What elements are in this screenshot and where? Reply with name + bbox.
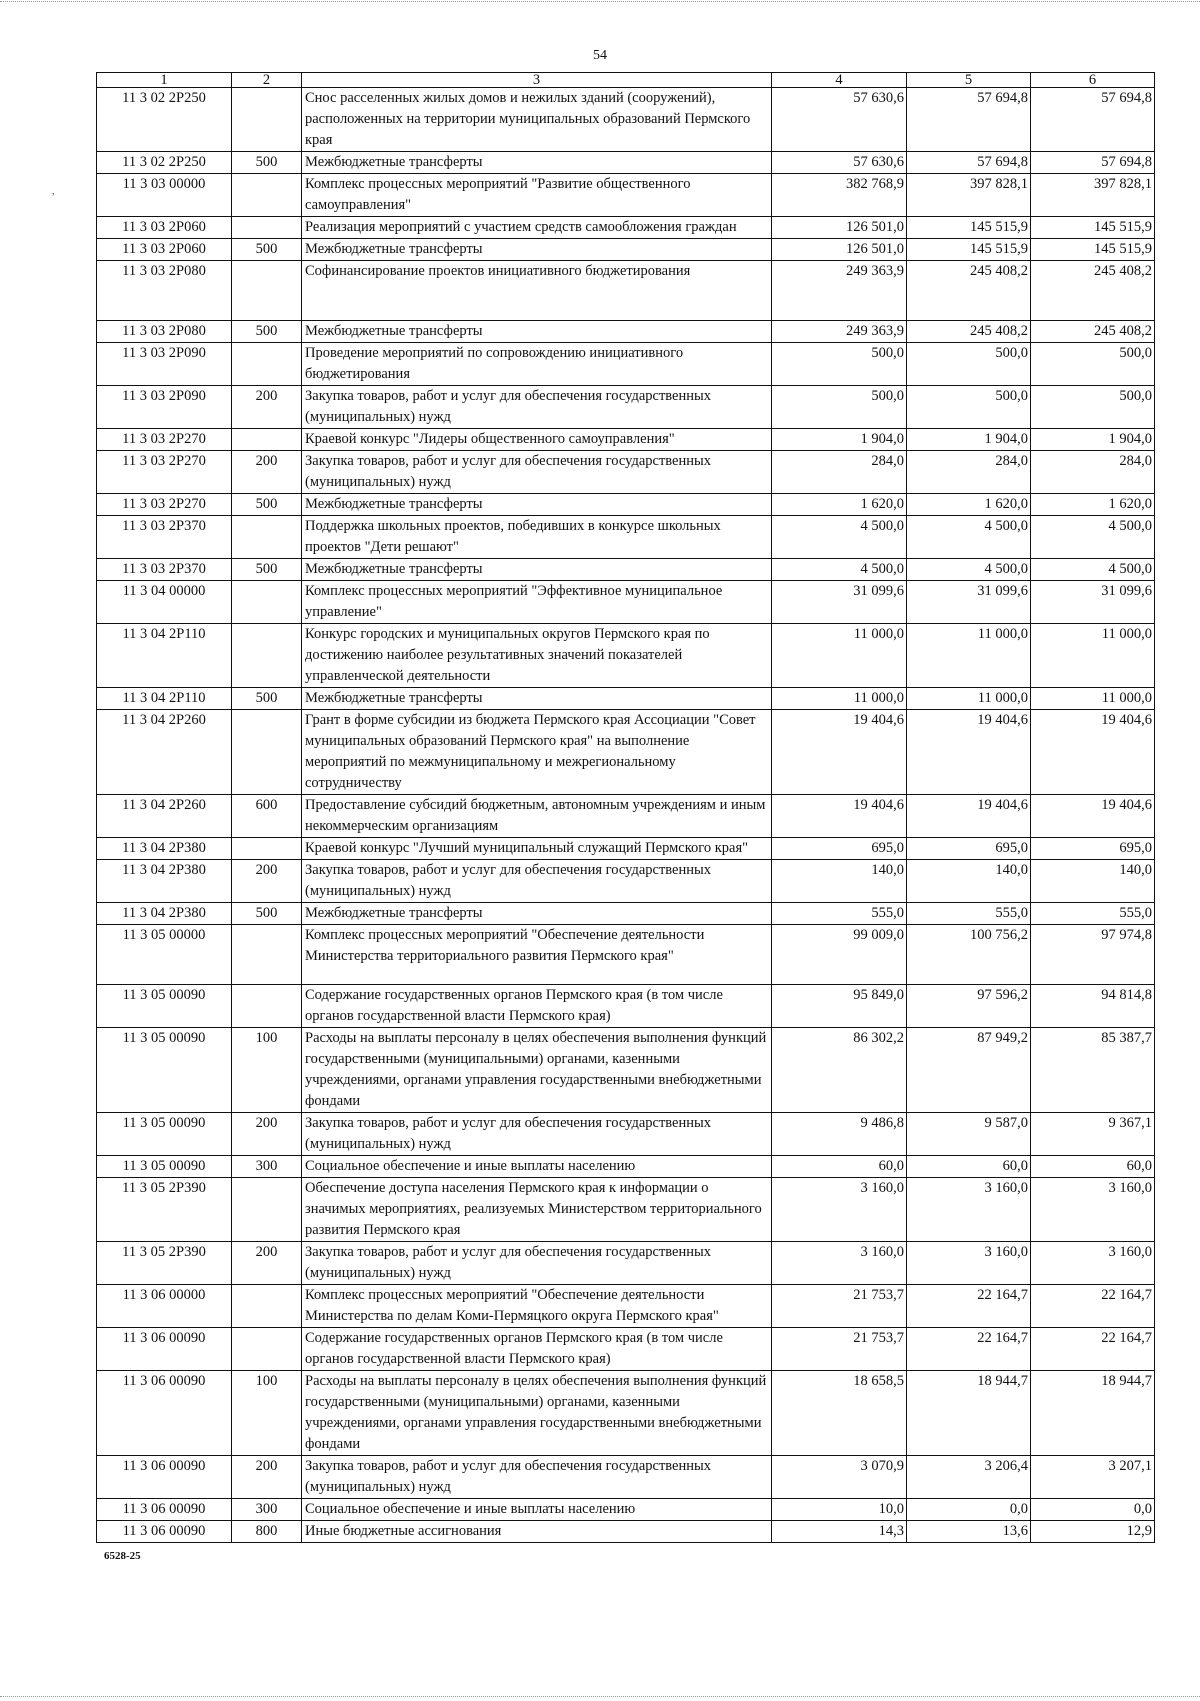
cell-expense-type: 500 [232, 903, 302, 925]
cell-name: Проведение мероприятий по сопровождению инициативного бюджетирования [302, 343, 772, 386]
cell-expense-type [232, 710, 302, 795]
cell-amount-col6: 1 904,0 [1031, 429, 1155, 451]
cell-amount-col5: 3 206,4 [907, 1456, 1031, 1499]
cell-code: 11 3 03 2P370 [97, 559, 232, 581]
cell-name: Закупка товаров, работ и услуг для обеспечения государственных (муниципальных) нужд [302, 1113, 772, 1156]
cell-amount-col6: 245 408,2 [1031, 321, 1155, 343]
cell-name: Межбюджетные трансферты [302, 152, 772, 174]
cell-amount-col5: 11 000,0 [907, 624, 1031, 688]
cell-code: 11 3 06 00090 [97, 1521, 232, 1543]
cell-amount-col6: 0,0 [1031, 1499, 1155, 1521]
header-cell-1: 1 [97, 73, 232, 88]
cell-amount-col6: 555,0 [1031, 903, 1155, 925]
cell-expense-type [232, 624, 302, 688]
cell-amount-col5: 245 408,2 [907, 261, 1031, 321]
cell-amount-col4: 95 849,0 [772, 985, 907, 1028]
table-row [97, 688, 1155, 710]
table-row [97, 903, 1155, 925]
header-cell-4: 4 [772, 73, 907, 88]
cell-amount-col4: 500,0 [772, 343, 907, 386]
cell-amount-col6: 3 160,0 [1031, 1242, 1155, 1285]
cell-amount-col5: 500,0 [907, 343, 1031, 386]
cell-amount-col4: 500,0 [772, 386, 907, 429]
cell-name: Конкурс городских и муниципальных округов Пермского края по достижению наиболее результативных значений показателей управленческой деятельности [302, 624, 772, 688]
cell-amount-col6: 60,0 [1031, 1156, 1155, 1178]
cell-amount-col6: 11 000,0 [1031, 624, 1155, 688]
top-scan-edge [0, 1, 1200, 2]
cell-name: Закупка товаров, работ и услуг для обеспечения государственных (муниципальных) нужд [302, 1242, 772, 1285]
cell-amount-col6: 4 500,0 [1031, 559, 1155, 581]
cell-code: 11 3 06 00090 [97, 1328, 232, 1371]
cell-expense-type [232, 217, 302, 239]
cell-code: 11 3 03 2P080 [97, 321, 232, 343]
cell-expense-type [232, 838, 302, 860]
cell-amount-col4: 249 363,9 [772, 261, 907, 321]
cell-expense-type [232, 581, 302, 624]
cell-expense-type: 200 [232, 1456, 302, 1499]
cell-code: 11 3 03 2P060 [97, 239, 232, 261]
cell-amount-col5: 11 000,0 [907, 688, 1031, 710]
table-row [97, 261, 1155, 321]
cell-code: 11 3 02 2P250 [97, 152, 232, 174]
cell-expense-type: 100 [232, 1371, 302, 1456]
cell-amount-col4: 11 000,0 [772, 624, 907, 688]
table-row [97, 925, 1155, 985]
cell-amount-col4: 3 160,0 [772, 1178, 907, 1242]
cell-amount-col5: 140,0 [907, 860, 1031, 903]
table-row [97, 152, 1155, 174]
table-row [97, 1285, 1155, 1328]
cell-name: Содержание государственных органов Пермского края (в том числе органов государственной власти Пермского края) [302, 1328, 772, 1371]
cell-amount-col4: 18 658,5 [772, 1371, 907, 1456]
table-row [97, 581, 1155, 624]
cell-name: Снос расселенных жилых домов и нежилых зданий (сооружений), расположенных на территории муниципальных образований Пермского края [302, 88, 772, 152]
cell-amount-col4: 140,0 [772, 860, 907, 903]
cell-amount-col6: 245 408,2 [1031, 261, 1155, 321]
cell-expense-type [232, 1285, 302, 1328]
cell-amount-col6: 3 207,1 [1031, 1456, 1155, 1499]
table-row [97, 838, 1155, 860]
cell-code: 11 3 04 2P260 [97, 710, 232, 795]
table-row [97, 494, 1155, 516]
cell-amount-col4: 57 630,6 [772, 152, 907, 174]
table-row [97, 1113, 1155, 1156]
page-number: 54 [593, 48, 607, 63]
cell-name: Закупка товаров, работ и услуг для обеспечения государственных (муниципальных) нужд [302, 451, 772, 494]
cell-amount-col4: 3 070,9 [772, 1456, 907, 1499]
cell-expense-type [232, 261, 302, 321]
cell-amount-col5: 555,0 [907, 903, 1031, 925]
cell-expense-type [232, 985, 302, 1028]
cell-code: 11 3 04 2P110 [97, 688, 232, 710]
cell-expense-type: 800 [232, 1521, 302, 1543]
cell-amount-col4: 21 753,7 [772, 1328, 907, 1371]
cell-amount-col4: 382 768,9 [772, 174, 907, 217]
cell-name: Комплекс процессных мероприятий "Обеспечение деятельности Министерства территориального развития Пермского края" [302, 925, 772, 985]
cell-expense-type: 300 [232, 1156, 302, 1178]
cell-code: 11 3 05 00090 [97, 985, 232, 1028]
cell-amount-col4: 249 363,9 [772, 321, 907, 343]
cell-code: 11 3 06 00090 [97, 1456, 232, 1499]
header-cell-6: 6 [1031, 73, 1155, 88]
table-row [97, 321, 1155, 343]
cell-amount-col5: 22 164,7 [907, 1328, 1031, 1371]
cell-name: Комплекс процессных мероприятий "Развитие общественного самоуправления" [302, 174, 772, 217]
cell-amount-col4: 57 630,6 [772, 88, 907, 152]
cell-amount-col4: 4 500,0 [772, 559, 907, 581]
cell-amount-col6: 145 515,9 [1031, 239, 1155, 261]
cell-expense-type: 500 [232, 559, 302, 581]
cell-amount-col5: 4 500,0 [907, 516, 1031, 559]
cell-amount-col4: 19 404,6 [772, 795, 907, 838]
cell-amount-col4: 21 753,7 [772, 1285, 907, 1328]
table-row [97, 343, 1155, 386]
cell-name: Реализация мероприятий с участием средств самообложения граждан [302, 217, 772, 239]
header-cell-3: 3 [302, 73, 772, 88]
cell-name: Межбюджетные трансферты [302, 494, 772, 516]
cell-amount-col6: 19 404,6 [1031, 795, 1155, 838]
cell-amount-col6: 19 404,6 [1031, 710, 1155, 795]
table-row [97, 1521, 1155, 1543]
cell-name: Содержание государственных органов Пермского края (в том числе органов государственной власти Пермского края) [302, 985, 772, 1028]
cell-amount-col5: 4 500,0 [907, 559, 1031, 581]
cell-amount-col6: 9 367,1 [1031, 1113, 1155, 1156]
budget-table-container [96, 72, 1154, 1543]
cell-name: Закупка товаров, работ и услуг для обеспечения государственных (муниципальных) нужд [302, 386, 772, 429]
cell-amount-col5: 87 949,2 [907, 1028, 1031, 1113]
cell-expense-type: 200 [232, 386, 302, 429]
cell-amount-col4: 11 000,0 [772, 688, 907, 710]
cell-expense-type: 200 [232, 1113, 302, 1156]
table-row [97, 1456, 1155, 1499]
cell-amount-col6: 11 000,0 [1031, 688, 1155, 710]
cell-name: Грант в форме субсидии из бюджета Пермского края Ассоциации "Совет муниципальных образований Пермского края" на выполнение мероприятий по межмуниципальному и межрегиональному сотрудничеству [302, 710, 772, 795]
cell-amount-col5: 13,6 [907, 1521, 1031, 1543]
cell-amount-col5: 145 515,9 [907, 217, 1031, 239]
table-row [97, 559, 1155, 581]
cell-amount-col6: 97 974,8 [1031, 925, 1155, 985]
budget-table [96, 72, 1155, 1543]
cell-amount-col4: 126 501,0 [772, 239, 907, 261]
cell-amount-col5: 145 515,9 [907, 239, 1031, 261]
cell-amount-col6: 145 515,9 [1031, 217, 1155, 239]
cell-amount-col4: 555,0 [772, 903, 907, 925]
cell-amount-col6: 3 160,0 [1031, 1178, 1155, 1242]
cell-name: Софинансирование проектов инициативного бюджетирования [302, 261, 772, 321]
cell-name: Комплекс процессных мероприятий "Эффективное муниципальное управление" [302, 581, 772, 624]
table-row [97, 386, 1155, 429]
cell-amount-col6: 1 620,0 [1031, 494, 1155, 516]
cell-name: Межбюджетные трансферты [302, 321, 772, 343]
cell-amount-col6: 284,0 [1031, 451, 1155, 494]
cell-amount-col4: 60,0 [772, 1156, 907, 1178]
header-cell-5: 5 [907, 73, 1031, 88]
cell-amount-col4: 126 501,0 [772, 217, 907, 239]
cell-expense-type [232, 516, 302, 559]
cell-amount-col6: 22 164,7 [1031, 1328, 1155, 1371]
cell-name: Социальное обеспечение и иные выплаты населению [302, 1499, 772, 1521]
cell-amount-col5: 57 694,8 [907, 88, 1031, 152]
cell-code: 11 3 03 00000 [97, 174, 232, 217]
cell-expense-type: 300 [232, 1499, 302, 1521]
cell-amount-col4: 9 486,8 [772, 1113, 907, 1156]
cell-amount-col6: 12,9 [1031, 1521, 1155, 1543]
table-row [97, 1499, 1155, 1521]
table-row [97, 1178, 1155, 1242]
cell-amount-col5: 19 404,6 [907, 710, 1031, 795]
table-row [97, 1328, 1155, 1371]
cell-name: Расходы на выплаты персоналу в целях обеспечения выполнения функций государственными (муниципальными) органами, казенными учреждениями, органами управления государственными внебюджетными фондами [302, 1371, 772, 1456]
table-row [97, 985, 1155, 1028]
cell-code: 11 3 03 2P270 [97, 494, 232, 516]
stray-mark: , [52, 186, 55, 197]
cell-code: 11 3 05 00000 [97, 925, 232, 985]
cell-amount-col6: 22 164,7 [1031, 1285, 1155, 1328]
cell-expense-type: 500 [232, 321, 302, 343]
cell-amount-col5: 284,0 [907, 451, 1031, 494]
table-row [97, 88, 1155, 152]
cell-code: 11 3 03 2P080 [97, 261, 232, 321]
cell-name: Закупка товаров, работ и услуг для обеспечения государственных (муниципальных) нужд [302, 1456, 772, 1499]
cell-name: Иные бюджетные ассигнования [302, 1521, 772, 1543]
cell-amount-col4: 1 904,0 [772, 429, 907, 451]
cell-amount-col5: 22 164,7 [907, 1285, 1031, 1328]
cell-name: Межбюджетные трансферты [302, 239, 772, 261]
table-row [97, 451, 1155, 494]
cell-code: 11 3 03 2P270 [97, 451, 232, 494]
cell-expense-type [232, 88, 302, 152]
cell-amount-col4: 99 009,0 [772, 925, 907, 985]
cell-amount-col4: 3 160,0 [772, 1242, 907, 1285]
table-row [97, 795, 1155, 838]
cell-amount-col4: 10,0 [772, 1499, 907, 1521]
cell-amount-col5: 31 099,6 [907, 581, 1031, 624]
cell-expense-type: 500 [232, 494, 302, 516]
cell-code: 11 3 06 00000 [97, 1285, 232, 1328]
cell-name: Социальное обеспечение и иные выплаты населению [302, 1156, 772, 1178]
cell-expense-type [232, 1178, 302, 1242]
cell-amount-col6: 94 814,8 [1031, 985, 1155, 1028]
cell-expense-type: 100 [232, 1028, 302, 1113]
cell-amount-col6: 140,0 [1031, 860, 1155, 903]
cell-name: Межбюджетные трансферты [302, 559, 772, 581]
cell-expense-type [232, 343, 302, 386]
cell-amount-col5: 9 587,0 [907, 1113, 1031, 1156]
cell-amount-col5: 245 408,2 [907, 321, 1031, 343]
table-row [97, 429, 1155, 451]
cell-amount-col6: 57 694,8 [1031, 152, 1155, 174]
cell-code: 11 3 04 2P110 [97, 624, 232, 688]
cell-code: 11 3 05 2P390 [97, 1242, 232, 1285]
cell-amount-col6: 4 500,0 [1031, 516, 1155, 559]
cell-code: 11 3 04 2P260 [97, 795, 232, 838]
cell-amount-col5: 3 160,0 [907, 1178, 1031, 1242]
cell-amount-col6: 85 387,7 [1031, 1028, 1155, 1113]
cell-expense-type [232, 925, 302, 985]
cell-amount-col4: 695,0 [772, 838, 907, 860]
bottom-scan-edge [0, 1696, 1200, 1697]
cell-amount-col6: 31 099,6 [1031, 581, 1155, 624]
cell-name: Краевой конкурс "Лучший муниципальный служащий Пермского края" [302, 838, 772, 860]
cell-expense-type [232, 1328, 302, 1371]
cell-expense-type: 200 [232, 860, 302, 903]
cell-name: Межбюджетные трансферты [302, 903, 772, 925]
cell-amount-col4: 284,0 [772, 451, 907, 494]
table-row [97, 516, 1155, 559]
table-row [97, 710, 1155, 795]
table-body [97, 88, 1155, 1543]
cell-expense-type: 200 [232, 451, 302, 494]
header-row [97, 73, 1155, 88]
cell-code: 11 3 04 2P380 [97, 903, 232, 925]
cell-amount-col5: 500,0 [907, 386, 1031, 429]
cell-amount-col4: 86 302,2 [772, 1028, 907, 1113]
cell-code: 11 3 03 2P090 [97, 386, 232, 429]
cell-expense-type: 500 [232, 688, 302, 710]
cell-name: Предоставление субсидий бюджетным, автономным учреждениям и иным некоммерческим организациям [302, 795, 772, 838]
cell-amount-col5: 695,0 [907, 838, 1031, 860]
cell-expense-type: 500 [232, 152, 302, 174]
cell-amount-col4: 19 404,6 [772, 710, 907, 795]
cell-name: Краевой конкурс "Лидеры общественного самоуправления" [302, 429, 772, 451]
cell-amount-col6: 18 944,7 [1031, 1371, 1155, 1456]
cell-amount-col5: 1 620,0 [907, 494, 1031, 516]
cell-amount-col5: 19 404,6 [907, 795, 1031, 838]
cell-code: 11 3 05 00090 [97, 1156, 232, 1178]
table-row [97, 217, 1155, 239]
table-row [97, 174, 1155, 217]
cell-amount-col6: 500,0 [1031, 386, 1155, 429]
cell-amount-col6: 500,0 [1031, 343, 1155, 386]
cell-name: Поддержка школьных проектов, победивших в конкурсе школьных проектов "Дети решают" [302, 516, 772, 559]
cell-code: 11 3 05 00090 [97, 1028, 232, 1113]
cell-name: Расходы на выплаты персоналу в целях обеспечения выполнения функций государственными (муниципальными) органами, казенными учреждениями, органами управления государственными внебюджетными фондами [302, 1028, 772, 1113]
cell-code: 11 3 02 2P250 [97, 88, 232, 152]
header-cell-2: 2 [232, 73, 302, 88]
cell-code: 11 3 04 2P380 [97, 838, 232, 860]
cell-amount-col5: 0,0 [907, 1499, 1031, 1521]
table-row [97, 1028, 1155, 1113]
cell-code: 11 3 03 2P370 [97, 516, 232, 559]
cell-code: 11 3 03 2P090 [97, 343, 232, 386]
cell-amount-col6: 397 828,1 [1031, 174, 1155, 217]
cell-name: Закупка товаров, работ и услуг для обеспечения государственных (муниципальных) нужд [302, 860, 772, 903]
cell-code: 11 3 03 2P060 [97, 217, 232, 239]
document-code: 6528-25 [104, 1550, 141, 1562]
table-row [97, 1156, 1155, 1178]
cell-amount-col5: 18 944,7 [907, 1371, 1031, 1456]
table-row [97, 239, 1155, 261]
cell-amount-col5: 3 160,0 [907, 1242, 1031, 1285]
cell-amount-col4: 4 500,0 [772, 516, 907, 559]
cell-amount-col6: 57 694,8 [1031, 88, 1155, 152]
cell-amount-col4: 1 620,0 [772, 494, 907, 516]
table-row [97, 624, 1155, 688]
cell-expense-type [232, 429, 302, 451]
cell-amount-col4: 14,3 [772, 1521, 907, 1543]
cell-expense-type: 200 [232, 1242, 302, 1285]
cell-amount-col6: 695,0 [1031, 838, 1155, 860]
cell-code: 11 3 05 00090 [97, 1113, 232, 1156]
cell-amount-col4: 31 099,6 [772, 581, 907, 624]
table-row [97, 1242, 1155, 1285]
cell-expense-type: 500 [232, 239, 302, 261]
cell-amount-col5: 397 828,1 [907, 174, 1031, 217]
cell-code: 11 3 04 2P380 [97, 860, 232, 903]
cell-code: 11 3 03 2P270 [97, 429, 232, 451]
cell-amount-col5: 57 694,8 [907, 152, 1031, 174]
cell-code: 11 3 06 00090 [97, 1499, 232, 1521]
cell-amount-col5: 97 596,2 [907, 985, 1031, 1028]
cell-expense-type [232, 174, 302, 217]
cell-expense-type: 600 [232, 795, 302, 838]
cell-code: 11 3 04 00000 [97, 581, 232, 624]
table-row [97, 1371, 1155, 1456]
cell-amount-col5: 1 904,0 [907, 429, 1031, 451]
table-row [97, 860, 1155, 903]
cell-name: Межбюджетные трансферты [302, 688, 772, 710]
cell-amount-col5: 60,0 [907, 1156, 1031, 1178]
cell-code: 11 3 05 2P390 [97, 1178, 232, 1242]
cell-code: 11 3 06 00090 [97, 1371, 232, 1456]
cell-name: Обеспечение доступа населения Пермского края к информации о значимых мероприятиях, реализуемых Министерством территориального развития Пермского края [302, 1178, 772, 1242]
cell-amount-col5: 100 756,2 [907, 925, 1031, 985]
cell-name: Комплекс процессных мероприятий "Обеспечение деятельности Министерства по делам Коми-Пермяцкого округа Пермского края" [302, 1285, 772, 1328]
